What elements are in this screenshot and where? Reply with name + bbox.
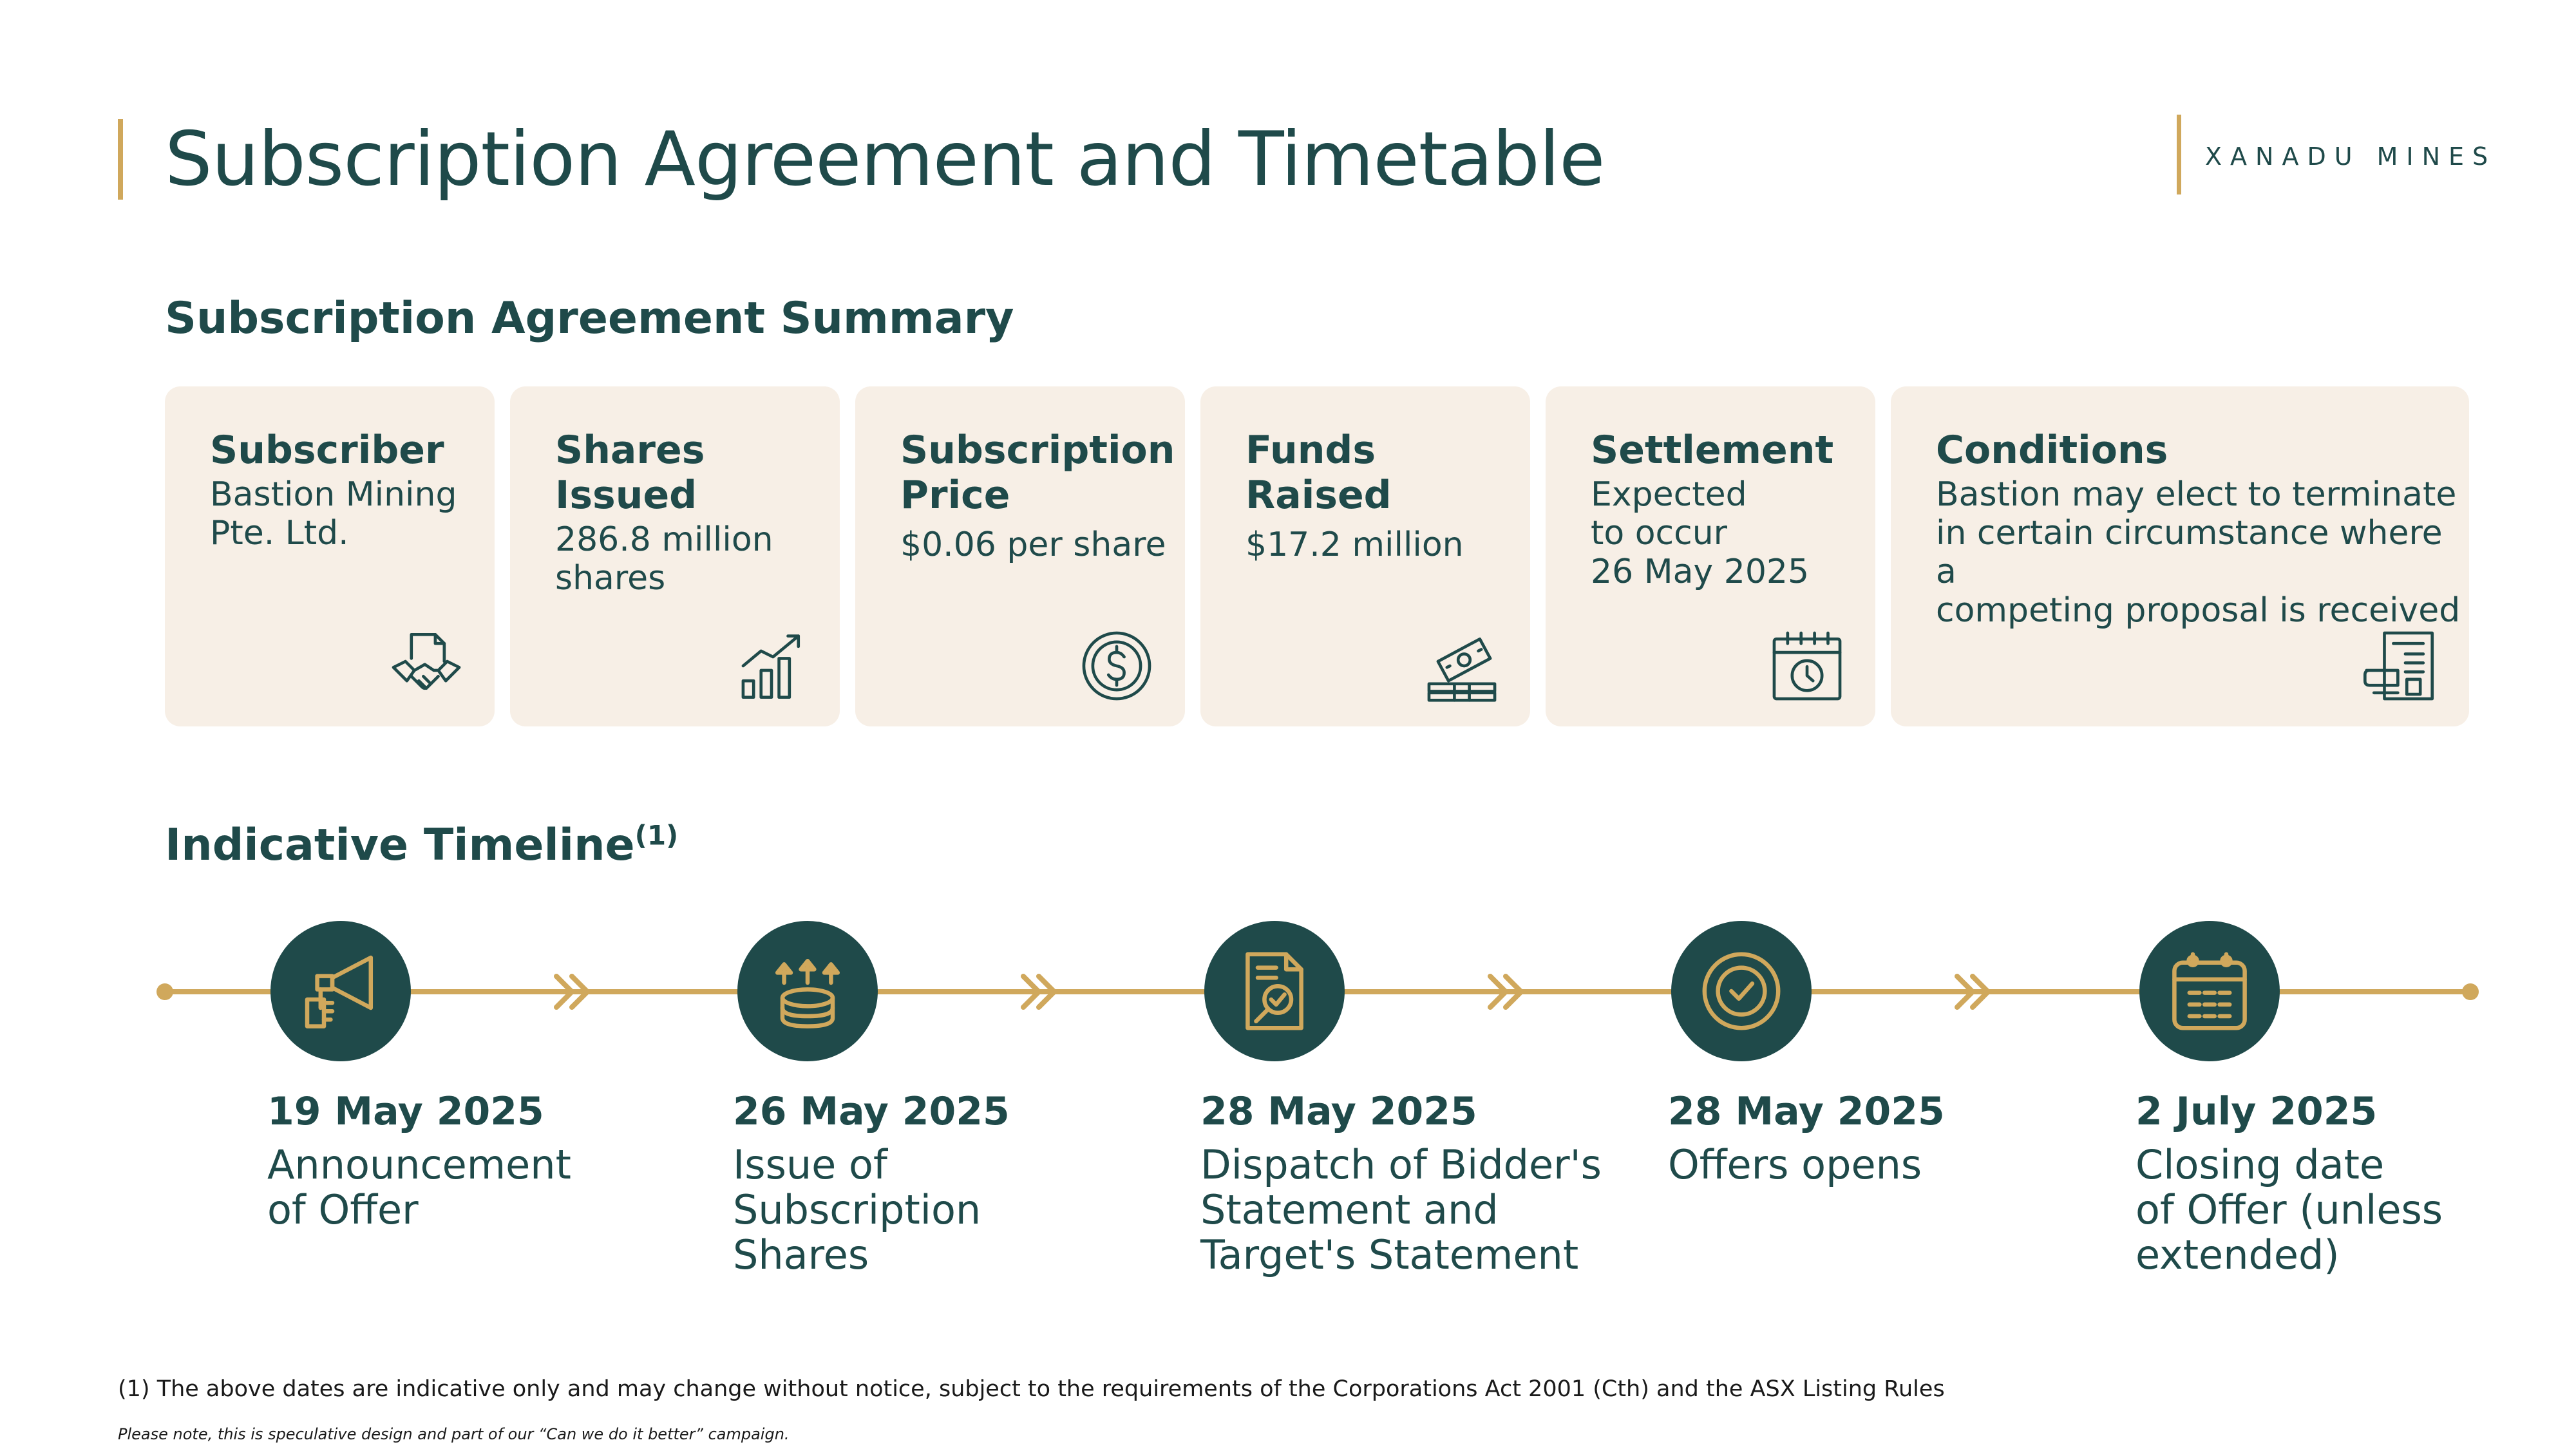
card-text: $17.2 million (1245, 526, 1464, 564)
card-conditions (1891, 386, 2469, 726)
double-chevron-icon (1948, 966, 2000, 1018)
cash-stack-icon (1425, 629, 1499, 703)
timeline-heading-text: Indicative Timeline (165, 820, 635, 871)
card-title: Settlement (1591, 428, 1834, 473)
page-title: Subscription Agreement and Timetable (165, 116, 1605, 203)
card-settlement (1546, 386, 1875, 726)
card-funds-raised (1200, 386, 1530, 726)
dollar-coin-icon (1079, 629, 1154, 703)
timeline-date: 26 May 2025 (733, 1089, 1010, 1134)
card-text: Bastion may elect to terminate in certain circumstance where a competing proposal is received (1936, 475, 2461, 630)
timeline-label: Issue of Subscription Shares (733, 1141, 981, 1278)
card-title: Conditions (1936, 428, 2168, 473)
card-title: Funds Raised (1245, 428, 1392, 518)
timeline-node-1 (270, 921, 411, 1061)
timeline-date: 28 May 2025 (1200, 1089, 1477, 1134)
timeline-label: Offers opens (1668, 1141, 1922, 1188)
growth-chart-icon (734, 629, 809, 703)
timeline-label: Closing date of Offer (unless extended) (2136, 1141, 2443, 1278)
timeline (0, 921, 2576, 1333)
summary-cards (165, 386, 2469, 726)
logo-accent-bar (2177, 115, 2181, 194)
check-circle-icon (1700, 949, 1783, 1033)
disclaimer: Please note, this is speculative design and part of our “Can we do it better” campaign. (118, 1425, 790, 1443)
timeline-node-5 (2139, 921, 2280, 1061)
card-title: Subscriber (210, 428, 444, 473)
company-logo: XANADU MINES (2205, 142, 2497, 171)
megaphone-icon (299, 949, 383, 1033)
timeline-node-4 (1671, 921, 1812, 1061)
timeline-node-2 (737, 921, 878, 1061)
timeline-heading-footnote-ref: (1) (634, 819, 679, 851)
double-chevron-icon (547, 966, 599, 1018)
contract-scroll-icon (2363, 629, 2438, 703)
timeline-end-dot (2462, 983, 2479, 1000)
card-text: 286.8 million shares (555, 520, 773, 598)
timeline-label: Announcement of Offer (267, 1141, 571, 1233)
calendar-clock-icon (1770, 629, 1844, 703)
card-title: Subscription Price (900, 428, 1175, 518)
timeline-label: Dispatch of Bidder's Statement and Target's Statement (1200, 1141, 1602, 1278)
timeline-date: 2 July 2025 (2136, 1089, 2378, 1134)
timeline-node-3 (1204, 921, 1345, 1061)
timeline-date: 19 May 2025 (267, 1089, 544, 1134)
card-text: Expected to occur 26 May 2025 (1591, 475, 1810, 591)
summary-heading: Subscription Agreement Summary (165, 293, 1014, 344)
document-search-icon (1233, 949, 1316, 1033)
double-chevron-icon (1014, 966, 1066, 1018)
card-subscriber (165, 386, 495, 726)
card-title: Shares Issued (555, 428, 705, 518)
card-shares-issued (510, 386, 840, 726)
timeline-date: 28 May 2025 (1668, 1089, 1945, 1134)
footnote: (1) The above dates are indicative only and may change without notice, subject to the requirements of the Corporations Act 2001 (Cth) and the ASX Listing Rules (118, 1376, 1945, 1402)
calendar-icon (2168, 949, 2251, 1033)
title-accent-bar (118, 119, 123, 200)
handshake-document-icon (389, 629, 464, 703)
card-subscription-price (855, 386, 1185, 726)
double-chevron-icon (1481, 966, 1533, 1018)
card-text: Bastion Mining Pte. Ltd. (210, 475, 457, 553)
coins-arrows-icon (766, 949, 849, 1033)
timeline-heading (165, 817, 678, 875)
card-text: $0.06 per share (900, 526, 1166, 564)
